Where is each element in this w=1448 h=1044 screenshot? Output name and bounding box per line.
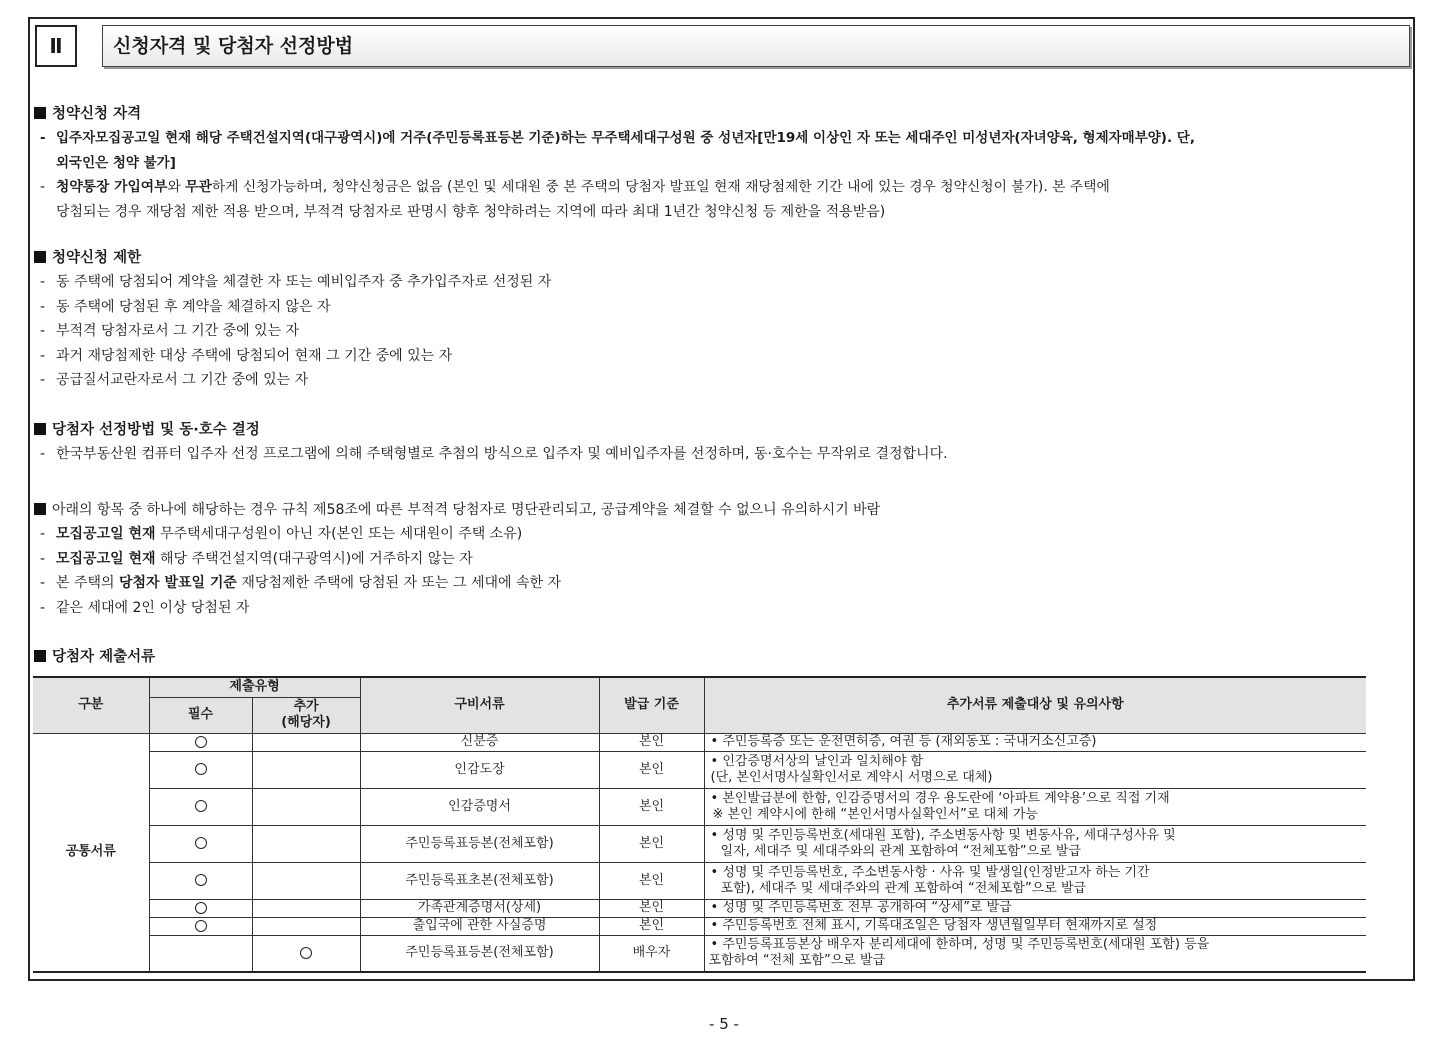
required-cell [149, 899, 252, 917]
circle-mark-icon [195, 874, 207, 886]
circle-mark-icon [195, 920, 207, 932]
documents-section [34, 645, 1384, 669]
additional-cell [252, 825, 360, 862]
ineligible-section [34, 498, 1384, 620]
header-submission-type: 제출유형 [149, 677, 360, 697]
issuer-cell: 본인 [599, 733, 704, 751]
circle-mark-icon [195, 902, 207, 914]
notes-cell: • 성명 및 주민등록번호 전부 공개하여 “상세”로 발급 [704, 899, 1366, 917]
category-cell: 공통서류 [33, 733, 149, 972]
restriction-item: - 동 주택에 당첨된 후 계약을 체결하지 않은 자 [40, 298, 331, 315]
circle-mark-icon [195, 800, 207, 812]
circle-mark-icon [300, 947, 312, 959]
square-bullet-icon [34, 251, 46, 263]
additional-cell [252, 788, 360, 825]
document-cell: 신분증 [360, 733, 599, 751]
square-bullet-icon [34, 107, 46, 119]
table-row [33, 751, 1366, 788]
qualification-line-1-cont: 외국인은 청약 불가] [56, 154, 176, 171]
circle-mark-icon [195, 837, 207, 849]
restriction-item: - 과거 재당첨제한 대상 주택에 당첨되어 현재 그 기간 중에 있는 자 [40, 347, 453, 364]
document-cell: 주민등록표초본(전체포함) [360, 862, 599, 899]
qualification-line-1: - 입주자모집공고일 현재 해당 주택건설지역(대구광역시)에 거주(주민등록표등본 기준)하는 무주택세대구성원 중 성년자[만19세 이상인 자 또는 세대주인 미성년자(자녀양육, 형제자매부양). 단, [40, 130, 1195, 146]
table-row [33, 862, 1366, 899]
document-cell: 인감증명서 [360, 788, 599, 825]
selection-item: - 한국부동산원 컴퓨터 입주자 선정 프로그램에 의해 주택형별로 추첨의 방식으로 입주자 및 예비입주자를 선정하며, 동·호수는 무작위로 결정합니다. [40, 446, 948, 462]
square-bullet-icon [34, 503, 46, 515]
notes-cell: • 주민등록표등본상 배우자 분리세대에 한하며, 성명 및 주민등록번호(세대원 포함) 등을 포함하여 “전체 포함”으로 발급 [704, 935, 1366, 972]
restriction-item: - 부적격 당첨자로서 그 기간 중에 있는 자 [40, 323, 300, 339]
document-cell: 가족관계증명서(상세) [360, 899, 599, 917]
issuer-cell: 본인 [599, 825, 704, 862]
issuer-cell: 본인 [599, 917, 704, 935]
restriction-heading: 청약신청 제한 [34, 246, 1384, 270]
restriction-item: - 공급질서교란자로서 그 기간 중에 있는 자 [40, 372, 309, 388]
issuer-cell: 본인 [599, 788, 704, 825]
ineligible-heading: 아래의 항목 중 하나에 해당하는 경우 규칙 제58조에 따른 부적격 당첨자로 명단관리되고, 공급계약을 체결할 수 없으니 유의하시기 바람 [34, 498, 1384, 522]
table-row [33, 825, 1366, 862]
ineligible-item: - 모집공고일 현재 무주택세대구성원이 아닌 자(본인 또는 세대원이 주택 소유) [40, 526, 523, 542]
issuer-cell: 본인 [599, 751, 704, 788]
table-row [33, 917, 1366, 935]
section-title: 신청자격 및 당첨자 선정방법 [102, 25, 1410, 67]
header-document: 구비서류 [360, 677, 599, 733]
document-cell: 주민등록표등본(전체포함) [360, 825, 599, 862]
additional-cell [252, 733, 360, 751]
documents-heading: 당첨자 제출서류 [34, 645, 1384, 669]
additional-cell [252, 935, 360, 972]
header-required: 필수 [149, 697, 252, 733]
required-cell [149, 825, 252, 862]
required-cell [149, 733, 252, 751]
document-cell: 인감도장 [360, 751, 599, 788]
additional-cell [252, 862, 360, 899]
document-cell: 출입국에 관한 사실증명 [360, 917, 599, 935]
issuer-cell: 배우자 [599, 935, 704, 972]
qualification-section [34, 102, 1384, 224]
notes-cell: • 성명 및 주민등록번호, 주소변동사항 · 사유 및 발생일(인정받고자 하는 기간 포함), 세대주 및 세대주와의 관계 포함하여 “전체포함”으로 발급 [704, 862, 1366, 899]
additional-cell [252, 899, 360, 917]
qualification-heading: 청약신청 자격 [34, 102, 1384, 126]
table-row [33, 899, 1366, 917]
ineligible-item: - 본 주택의 당첨자 발표일 기준 재당첨제한 주택에 당첨된 자 또는 그 세대에 속한 자 [40, 575, 562, 591]
table-row [33, 788, 1366, 825]
notes-cell: • 주민등록증 또는 운전면허증, 여권 등 (재외동포 : 국내거소신고증) [704, 733, 1366, 751]
document-cell: 주민등록표등본(전체포함) [360, 935, 599, 972]
issuer-cell: 본인 [599, 862, 704, 899]
notes-cell: • 본인발급분에 한함, 인감증명서의 경우 용도란에 ‘아파트 계약용’으로 직접 기재 ※ 본인 계약시에 한해 “본인서명사실확인서”로 대체 가능 [704, 788, 1366, 825]
header-additional: 추가 (해당자) [252, 697, 360, 733]
selection-heading: 당첨자 선정방법 및 동·호수 결정 [34, 418, 1384, 442]
required-cell [149, 862, 252, 899]
additional-cell [252, 917, 360, 935]
section-number: Ⅱ [35, 25, 77, 67]
page-number: - 5 - [709, 1015, 739, 1033]
notes-cell: • 성명 및 주민등록번호(세대원 포함), 주소변동사항 및 변동사유, 세대구성사유 및 일자, 세대주 및 세대주와의 관계 포함하여 “전체포함”으로 발급 [704, 825, 1366, 862]
selection-section [34, 418, 1384, 467]
qualification-line-2: - 청약통장 가입여부와 무관하게 신청가능하며, 청약신청금은 없음 (본인 및 세대원 중 본 주택의 당첨자 발표일 현재 재당첨제한 기간 내에 있는 경우 청약신청이 불가). 본 주택에 [40, 179, 1110, 195]
required-cell [149, 788, 252, 825]
required-cell [149, 917, 252, 935]
issuer-cell: 본인 [599, 899, 704, 917]
ineligible-item: - 같은 세대에 2인 이상 당첨된 자 [40, 599, 250, 616]
required-cell [149, 751, 252, 788]
notes-cell: • 주민등록번호 전체 표시, 기록대조일은 당첨자 생년월일부터 현재까지로 설정 [704, 917, 1366, 935]
circle-mark-icon [195, 763, 207, 775]
header-notes: 추가서류 제출대상 및 유의사항 [704, 677, 1366, 733]
notes-cell: • 인감증명서상의 날인과 일치해야 함 (단, 본인서명사실확인서로 계약시 서명으로 대체) [704, 751, 1366, 788]
restriction-item: - 동 주택에 당첨되어 계약을 체결한 자 또는 예비입주자 중 추가입주자로 선정된 자 [40, 274, 552, 290]
restriction-section [34, 246, 1384, 393]
circle-mark-icon [195, 736, 207, 748]
required-cell [149, 935, 252, 972]
qualification-line-2-cont: 당첨되는 경우 재당첨 제한 적용 받으며, 부적격 당첨자로 판명시 향후 청약하려는 지역에 따라 최대 1년간 청약신청 등 제한을 적용받음) [56, 203, 886, 220]
header-category: 구분 [33, 677, 149, 733]
square-bullet-icon [34, 423, 46, 435]
table-row [33, 733, 1366, 751]
ineligible-item: - 모집공고일 현재 해당 주택건설지역(대구광역시)에 거주하지 않는 자 [40, 550, 473, 567]
header-issuer: 발급 기준 [599, 677, 704, 733]
table-row [33, 935, 1366, 972]
square-bullet-icon [34, 650, 46, 662]
additional-cell [252, 751, 360, 788]
documents-table [33, 676, 1366, 973]
